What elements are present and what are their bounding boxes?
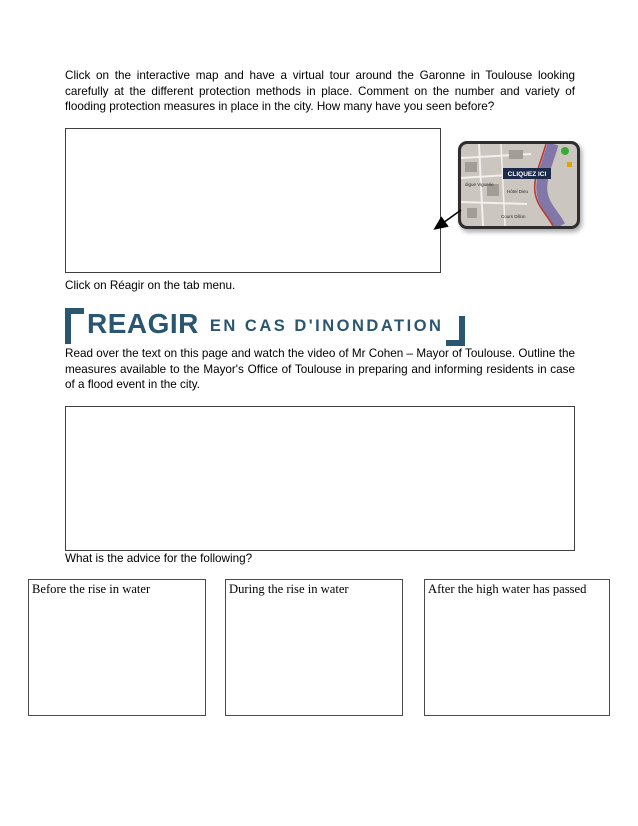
logo-word-en-cas-dinondation: EN CAS D'INONDATION (209, 317, 444, 336)
click-reagir-instruction: Click on Réagir on the tab menu. (65, 278, 236, 292)
map-marker-yellow (567, 162, 572, 167)
read-text-paragraph: Read over the text on this page and watch the video of Mr Cohen – Mayor of Toulouse. Outline the measures available to the Mayor's Office of Toulouse in preparing and informing residents in case of a flood event in the city. (65, 347, 575, 392)
advice-cell-during[interactable] (225, 579, 403, 716)
logo-corner-bracket-left-icon (65, 308, 84, 344)
advice-table (28, 579, 610, 716)
advice-cell-after[interactable] (424, 579, 610, 716)
map-graphic (461, 144, 577, 226)
map-marker-green (561, 147, 569, 155)
map-label-digue: digue Viguerie (465, 181, 494, 187)
map-answer-row (65, 128, 575, 278)
map-label-cours-dillon: Cours Dillon (501, 213, 526, 219)
interactive-map-thumbnail[interactable] (458, 141, 580, 229)
intro-paragraph: Click on the interactive map and have a virtual tour around the Garonne in Toulouse looking carefully at the different protection methods in place. Comment on the number and variety of flooding protection measures in place in the city. How many have you seen before? (65, 69, 575, 114)
advice-cell-during-header: During the rise in water (229, 581, 349, 596)
answer-box-map-comments[interactable] (65, 128, 441, 273)
map-label-hotel-dieu: Hôtel Dieu (507, 188, 529, 194)
svg-text:CLIQUEZ ICI: CLIQUEZ ICI (507, 170, 547, 178)
advice-cell-before[interactable] (28, 579, 206, 716)
advice-question: What is the advice for the following? (65, 551, 253, 565)
advice-cell-before-header: Before the rise in water (32, 581, 151, 596)
reagir-logo (65, 308, 575, 346)
cliquez-ici-label[interactable] (503, 168, 551, 179)
advice-cell-after-header: After the high water has passed (428, 581, 587, 596)
logo-word-reagir: REAGIR (87, 308, 199, 340)
logo-corner-bracket-right-icon (446, 316, 465, 346)
answer-box-measures[interactable] (65, 406, 575, 551)
